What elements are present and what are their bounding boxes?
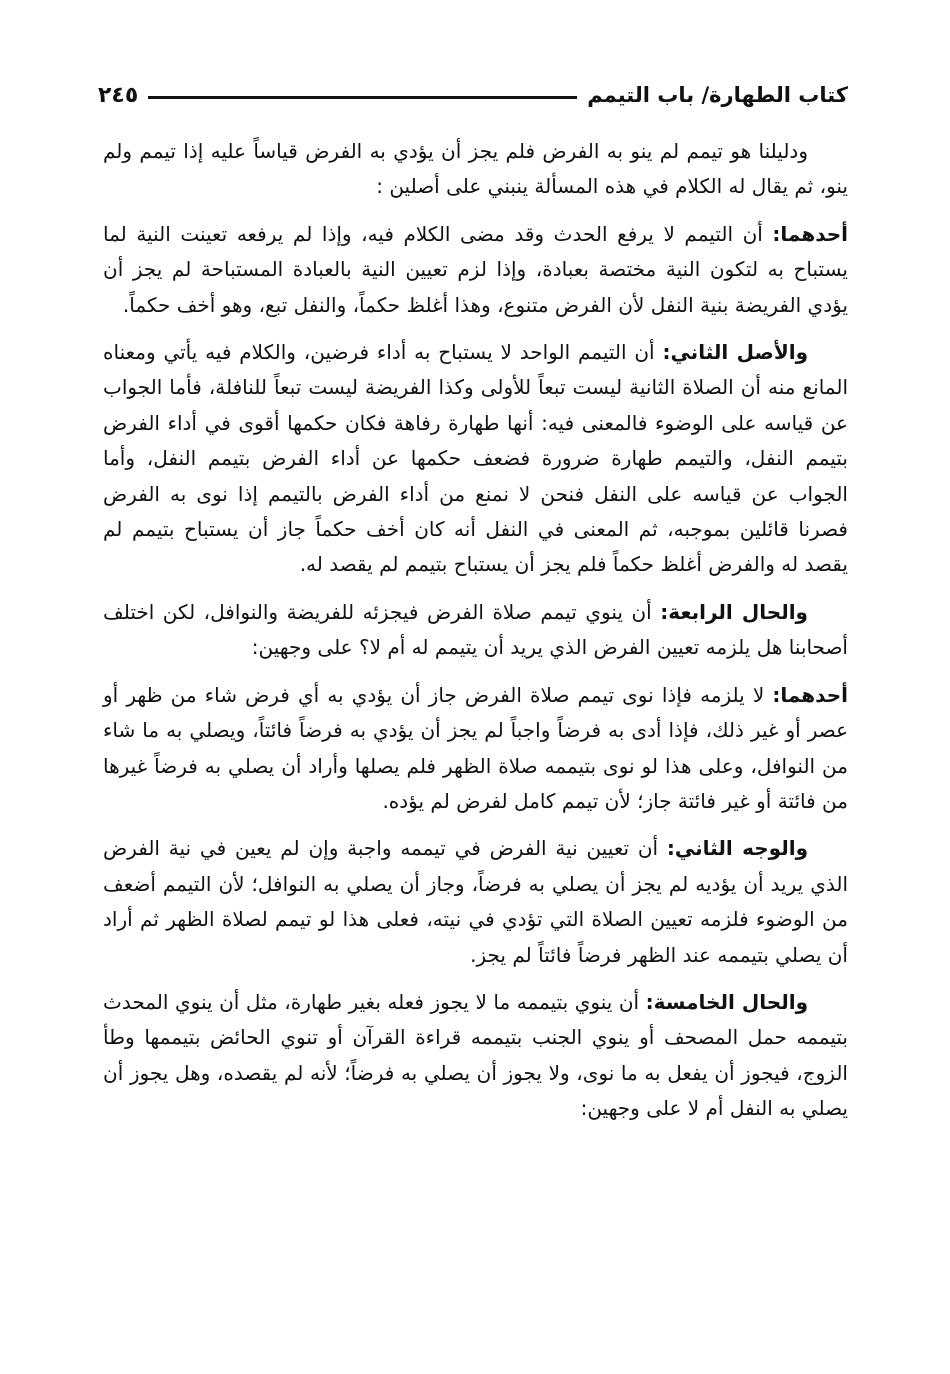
- paragraph-text: أن التيمم لا يرفع الحدث وقد مضى الكلام فيه، وإذا لم يرفعه تعينت النية لما يستباح به لتكون النية مختصة بعبادة، وإذا لزم تعيين النية بالعبادة المستباحة لم يجز أن يؤدي الفريضة بنية النفل لأن الفرض متنوع، وهذا أغلظ حكماً، والنفل تبع، وهو أخف حكماً.: [103, 221, 848, 317]
- paragraph-text: أن تعيين نية الفرض في تيممه واجبة وإن لم يعين في نية الفرض الذي يريد أن يؤديه لم يجز أن يصلي به فرضاً، وجاز أن يصلي به النوافل؛ لأن التيمم أضعف من الوضوء فلزمه تعيين الصلاة التي تؤدي في نيته، فعلى هذا لو تيمم لصلاة الظهر ثم أراد أن يصلي بتيممه عند الظهر فرضاً فائتاً لم يجز.: [103, 836, 848, 967]
- paragraph-second-view: [103, 831, 848, 973]
- paragraph-lead: أحدهما:: [772, 221, 849, 246]
- paragraph-first-principle: [103, 217, 848, 323]
- paragraph-lead: والحال الخامسة:: [645, 989, 809, 1014]
- header-rule: [148, 96, 577, 99]
- paragraph-lead: والأصل الثاني:: [662, 340, 809, 365]
- paragraph-text: أن ينوي بتيممه ما لا يجوز فعله بغير طهارة، مثل أن ينوي المحدث بتيممه حمل المصحف أو ينوي الجنب بتيممه قراءة القرآن أو تنوي الحائض بتيممها وطأ الزوج، فيجوز أن يفعل به ما نوى، ولا يجوز أن يصلي به فرضاً؛ لأنه لم يقصده، وهل يجوز أن يصلي به النفل أم لا على وجهين:: [103, 989, 848, 1121]
- paragraph-second-principle: [103, 335, 848, 583]
- page-body: [103, 134, 848, 1139]
- paragraph-fifth-case: [103, 985, 848, 1127]
- paragraph-lead: أحدهما:: [772, 682, 848, 707]
- paragraph-text: لا يلزمه فإذا نوى تيمم صلاة الفرض جاز أن يؤدي به أي فرض شاء من ظهر أو عصر أو غير ذلك، فإذا أدى به فرضاً واجباً لم يجز أن يؤدي به فرضاً فائتاً، ويصلي به ما شاء من النوافل، وعلى هذا لو نوى بتيممه صلاة الظهر فلم يصلها وأراد أن يصلي به فرضاً غيرها من فائتة أو غير فائتة جاز؛ لأن تيمم كامل لفرض لم يؤده.: [103, 682, 848, 813]
- header-title: كتاب الطهارة/ باب التيمم: [587, 83, 848, 107]
- paragraph-fourth-case: [103, 595, 848, 666]
- paragraph-text: أن التيمم الواحد لا يستباح به أداء فرضين، والكلام فيه يأتي ومعناه المانع منه أن الصلاة الثانية ليست تبعاً للأولى وكذا الفريضة ليست تبعاً للنافلة، فأما الجواب عن قياسه على الوضوء فالمعنى فيه: أنها طهارة رفاهة فكان حكمها أقوى في أداء الفرض بتيمم النفل، والتيمم طهارة ضرورة فضعف حكمها عن أداء الفرض بتيمم النفل، وأما الجواب عن قياسه على النفل فنحن لا نمنع من أداء الفرض بالتيمم إذا نوى به الفرض فصرنا قائلين بموجبه، ثم المعنى في النفل أنه كان أخف حكماً جاز أن يستباح بتيمم لم يقصد له والفرض أغلظ حكماً فلم يجز أن يستباح بتيمم لم يقصد له.: [103, 340, 848, 577]
- page-number: ٢٤٥: [98, 82, 139, 108]
- paragraph-lead: والوجه الثاني:: [666, 836, 808, 861]
- paragraph-first-view: [103, 678, 848, 820]
- paragraph-text: أن ينوي تيمم صلاة الفرض فيجزئه للفريضة والنوافل، لكن اختلف أصحابنا هل يلزمه تعيين الفرض الذي يريد أن يتيمم له أم لا؟ على وجهين:: [103, 599, 848, 660]
- running-header: [98, 78, 848, 112]
- paragraph-text: ودليلنا هو تيمم لم ينو به الفرض فلم يجز أن يؤدي به الفرض قياساً عليه إذا تيمم ولم ينو، ثم يقال له الكلام في هذه المسألة ينبني على أصلين :: [103, 139, 848, 199]
- paragraph-evidence: [103, 134, 848, 205]
- paragraph-lead: والحال الرابعة:: [660, 599, 808, 624]
